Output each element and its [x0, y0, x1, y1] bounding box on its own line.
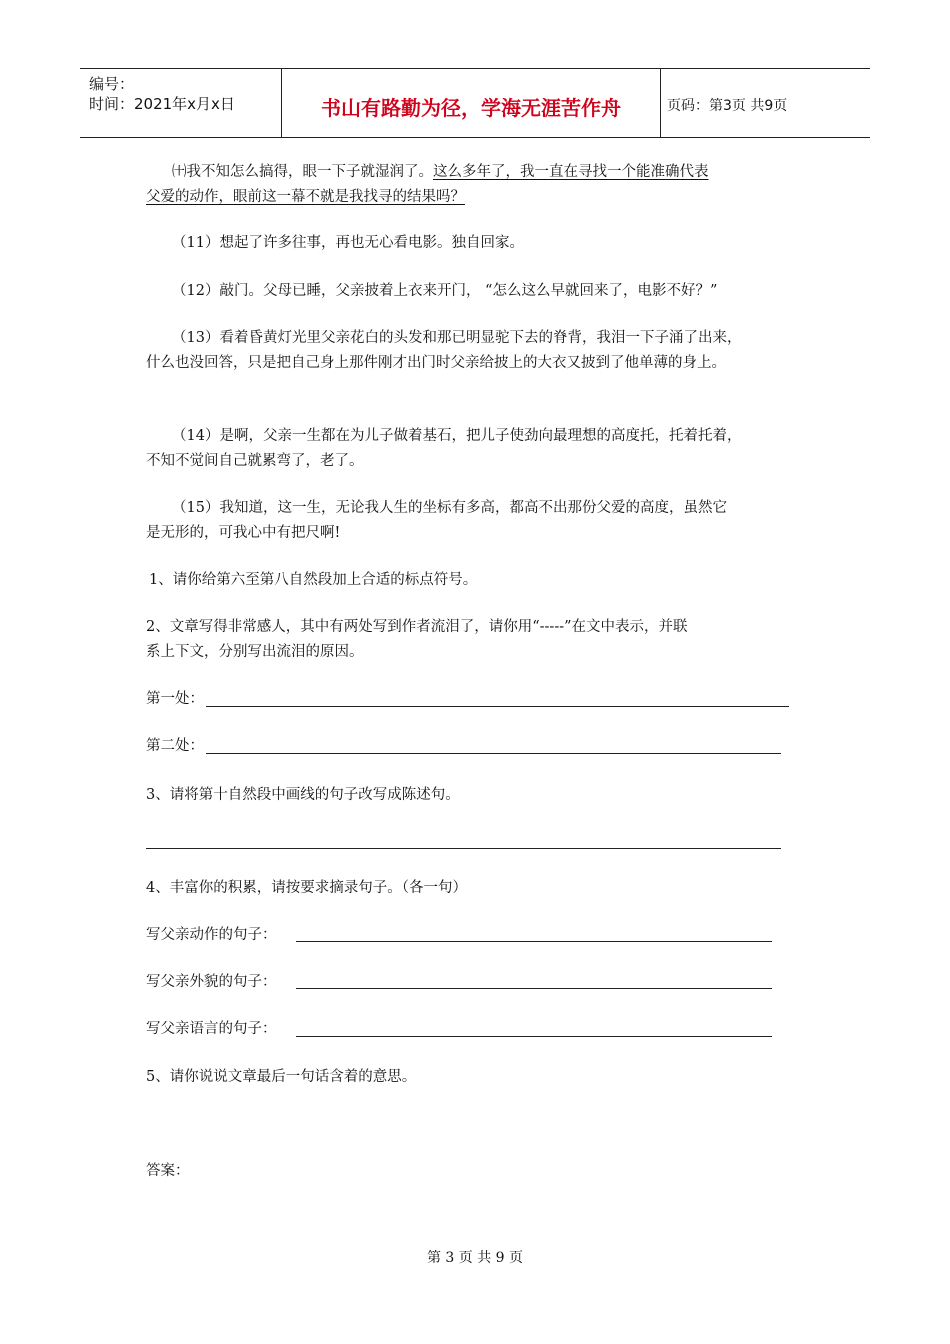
header-motto: 书山有路勤为径，学海无涯苦作舟 [321, 95, 621, 120]
paragraph-10-line-1 [172, 162, 709, 182]
paragraph-13-line-1: （13）看着昏黄灯光里父亲花白的头发和那已明显驼下去的脊背，我泪一下子涌了出来， [172, 330, 742, 346]
page-footer: 第 3 页 共 9 页 [426, 1250, 524, 1266]
question-4-action-label: 写父亲动作的句子： [146, 927, 277, 943]
question-4-speech-label: 写父亲语言的句子： [146, 1021, 277, 1037]
question-2-line-1: 2、文章写得非常感人，其中有两处写到作者流泪了，请你用“-----”在文中表示，并联 [146, 619, 688, 635]
question-2-first-label: 第一处： [146, 691, 204, 707]
question-1: 1、请你给第六至第八自然段加上合适的标点符号。 [149, 572, 478, 588]
question-4-appearance-answer-line[interactable] [296, 988, 772, 989]
page-header [80, 68, 870, 138]
paragraph-10-underlined-sentence: 这么多年了，我一直在寻找一个能准确代表 [433, 164, 709, 180]
document-number-label: 编号： [89, 75, 135, 93]
document-time-label: 时间：2021年x月x日 [89, 95, 235, 113]
paragraph-14-line-2: 不知不觉间自己就累弯了，老了。 [146, 453, 364, 469]
question-4: 4、丰富你的积累，请按要求摘录句子。（各一句） [146, 880, 467, 896]
question-4-speech-answer-line[interactable] [296, 1036, 772, 1037]
paragraph-12: （12）敲门。父母已睡，父亲披着上衣来开门， “怎么这么早就回来了，电影不好？” [172, 283, 718, 299]
answer-label: 答案： [146, 1163, 190, 1179]
question-2-second-answer-line[interactable] [206, 753, 781, 754]
question-4-action-answer-line[interactable] [296, 941, 772, 942]
question-2-first-answer-line[interactable] [206, 706, 789, 707]
paragraph-14-line-1: （14）是啊，父亲一生都在为儿子做着基石，把儿子使劲向最理想的高度托，托着托着， [172, 428, 742, 444]
paragraph-11: （11）想起了许多往事，再也无心看电影。独自回家。 [172, 235, 524, 251]
question-5: 5、请你说说文章最后一句话含着的意思。 [146, 1069, 417, 1085]
question-3: 3、请将第十自然段中画线的句子改写成陈述句。 [146, 787, 460, 803]
header-meta [80, 69, 282, 137]
question-4-appearance-label: 写父亲外貌的句子： [146, 974, 277, 990]
question-3-answer-line[interactable] [146, 848, 781, 849]
paragraph-13-line-2: 什么也没回答，只是把自己身上那件刚才出门时父亲给披上的大衣又披到了他单薄的身上。 [146, 355, 726, 371]
question-2-line-2: 系上下文，分别写出流泪的原因。 [146, 644, 364, 660]
paragraph-10-text: ㈩我不知怎么搞得，眼一下子就湿润了。 [172, 164, 433, 180]
paragraph-15-line-2: 是无形的，可我心中有把尺啊! [146, 525, 341, 541]
header-page-cell [661, 69, 870, 137]
header-page-info: 页码：第3页 共9页 [667, 98, 788, 114]
paragraph-15-line-1: （15）我知道，这一生，无论我人生的坐标有多高，都高不出那份父爱的高度，虽然它 [172, 500, 727, 516]
question-2-second-label: 第二处： [146, 738, 204, 754]
header-motto-cell [282, 69, 661, 137]
paragraph-10-line-2: 父爱的动作，眼前这一幕不就是我找寻的结果吗？ [146, 189, 465, 205]
